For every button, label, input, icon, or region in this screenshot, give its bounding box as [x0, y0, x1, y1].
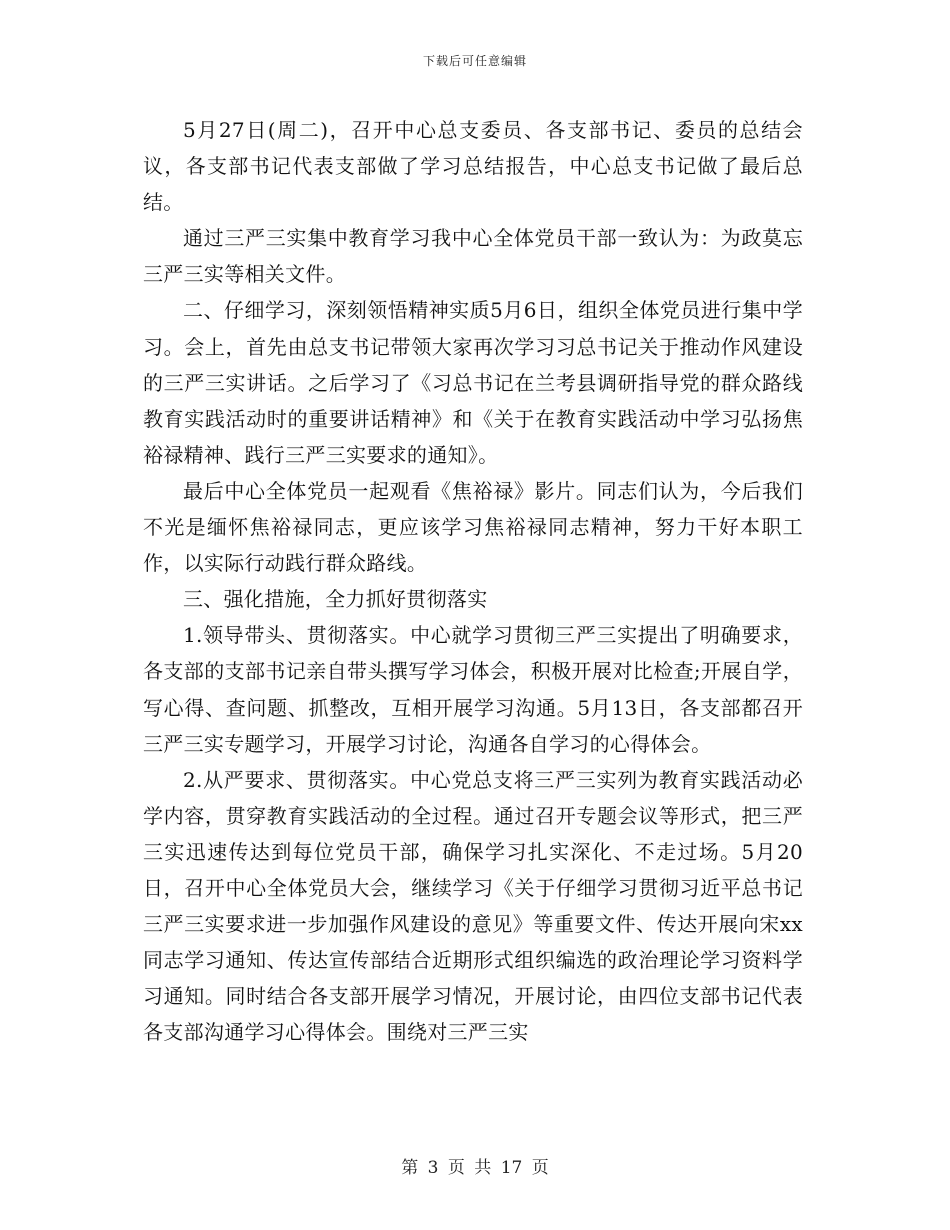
page-header: 下载后可任意编辑	[422, 54, 527, 68]
paragraph-section-two: 二、仔细学习，深刻领悟精神实质5月6日，组织全体党员进行集中学习。会上，首先由总支书记带领大家再次学习习总书记关于推动作风建设的三严三实讲话。之后学习了《习总书记在兰考县调研指导党的群众路线教育实践活动时的重要讲话精神》和《关于在教育实践活动中学习弘扬焦裕禄精神、践行三严三实要求的通知》。	[143, 298, 803, 467]
paragraph-consensus: 通过三严三实集中教育学习我中心全体党员干部一致认为：为政莫忘三严三实等相关文件。	[143, 226, 803, 287]
paragraph-item-two: 2.从严要求、贯彻落实。中心党总支将三严三实列为教育实践活动必学内容，贯穿教育实践活动的全过程。通过召开专题会议等形式，把三严三实迅速传达到每位党员干部，确保学习扎实深化、不走过场。5月20日，召开中心全体党员大会，继续学习《关于仔细学习贯彻习近平总书记三严三实要求进一步加强作风建设的意见》等重要文件、传达开展向宋xx同志学习通知、传达宣传部结合近期形式组织编选的政治理论学习资料学习通知。同时结合各支部开展学习情况，开展讨论，由四位支部书记代表各支部沟通学习心得体会。围绕对三严三实	[143, 767, 803, 1045]
paragraph-summary-meeting: 5月27日(周二)，召开中心总支委员、各支部书记、委员的总结会议，各支部书记代表支部做了学习总结报告，中心总支书记做了最后总结。	[143, 118, 803, 215]
paragraph-item-one: 1.领导带头、贯彻落实。中心就学习贯彻三严三实提出了明确要求，各支部的支部书记亲自带头撰写学习体会，积极开展对比检查;开展自学，写心得、查问题、抓整改，互相开展学习沟通。5月13日，各支部都召开三严三实专题学习，开展学习讨论，沟通各自学习的心得体会。	[143, 623, 803, 756]
heading-section-three: 三、强化措施，全力抓好贯彻落实	[183, 587, 488, 612]
document-body	[143, 112, 803, 1050]
paragraph-film-viewing: 最后中心全体党员一起观看《焦裕禄》影片。同志们认为，今后我们不光是缅怀焦裕禄同志，更应该学习焦裕禄同志精神，努力干好本职工作，以实际行动践行群众路线。	[143, 478, 803, 576]
page-number: 第 3 页 共 17 页	[401, 1158, 549, 1178]
